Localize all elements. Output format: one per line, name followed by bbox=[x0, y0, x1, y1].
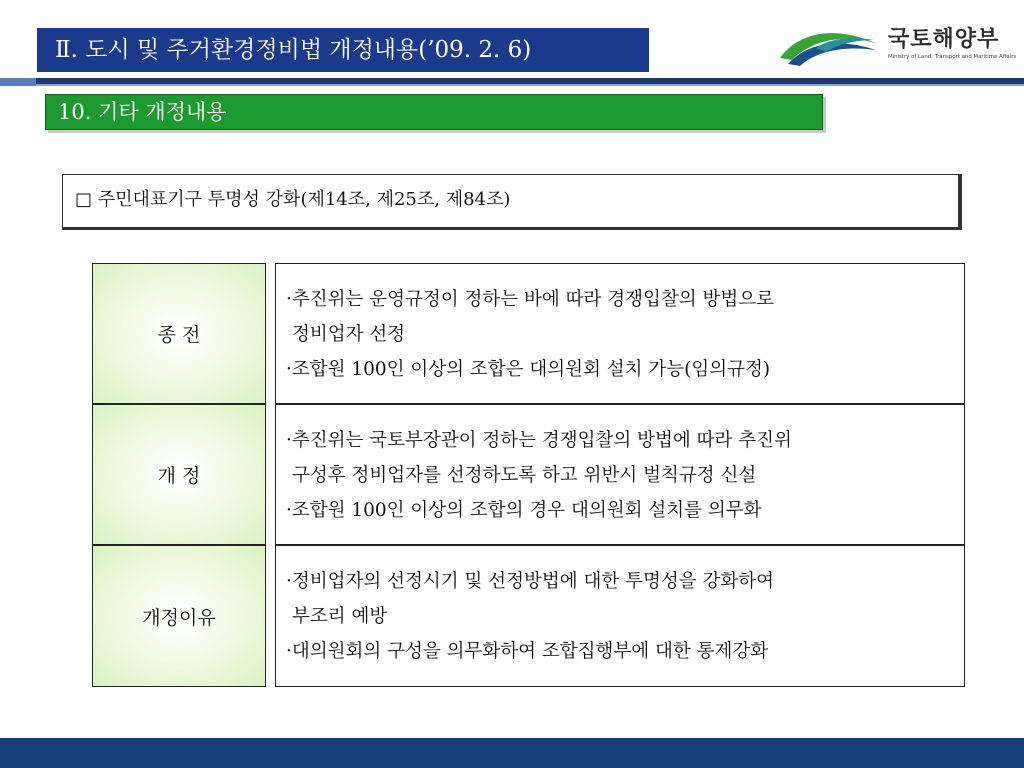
header-accent bbox=[0, 78, 36, 86]
row-content bbox=[275, 263, 965, 404]
header-divider-light bbox=[0, 84, 1024, 86]
ministry-name: 국토해양부 bbox=[888, 27, 1000, 52]
section-title: 10. 기타 개정내용 bbox=[45, 94, 823, 130]
row-content bbox=[275, 545, 965, 687]
content-line: ·조합원 100인 이상의 조합의 경우 대의원회 설치를 의무화 bbox=[286, 500, 762, 521]
row-content bbox=[275, 404, 965, 545]
row-label: 개 정 bbox=[92, 404, 266, 545]
footer-bar bbox=[0, 738, 1024, 768]
ministry-english-name: Ministry of Land, Transport and Maritime Affairs bbox=[888, 54, 1017, 60]
row-label: 종 전 bbox=[92, 263, 266, 404]
content-line: 부조리 예방 bbox=[292, 606, 388, 627]
page-title: Ⅱ. 도시 및 주거환경정비법 개정내용(’09. 2. 6) bbox=[37, 28, 649, 72]
comparison-table bbox=[92, 263, 965, 687]
subtitle-box: □ 주민대표기구 투명성 강화(제14조, 제25조, 제84조) bbox=[62, 174, 962, 230]
content-line: ·추진위는 국토부장관이 정하는 경쟁입찰의 방법에 따라 추진위 bbox=[286, 430, 792, 451]
table-row bbox=[92, 404, 965, 545]
table-row bbox=[92, 545, 965, 687]
content-line: ·조합원 100인 이상의 조합은 대의원회 설치 가능(임의규정) bbox=[286, 359, 771, 380]
ministry-logo-icon bbox=[778, 24, 882, 68]
table-row bbox=[92, 263, 965, 404]
content-line: ·대의원회의 구성을 의무화하여 조합집행부에 대한 통제강화 bbox=[286, 641, 769, 662]
row-label: 개정이유 bbox=[92, 545, 266, 687]
content-line: ·추진위는 운영규정이 정하는 바에 따라 경쟁입찰의 방법으로 bbox=[286, 289, 774, 310]
content-line: 구성후 정비업자를 선정하도록 하고 위반시 벌칙규정 신설 bbox=[292, 465, 757, 486]
content-line: 정비업자 선정 bbox=[292, 324, 406, 345]
ministry-logo bbox=[778, 18, 1018, 70]
content-line: ·정비업자의 선정시기 및 선정방법에 대한 투명성을 강화하여 bbox=[286, 571, 774, 592]
